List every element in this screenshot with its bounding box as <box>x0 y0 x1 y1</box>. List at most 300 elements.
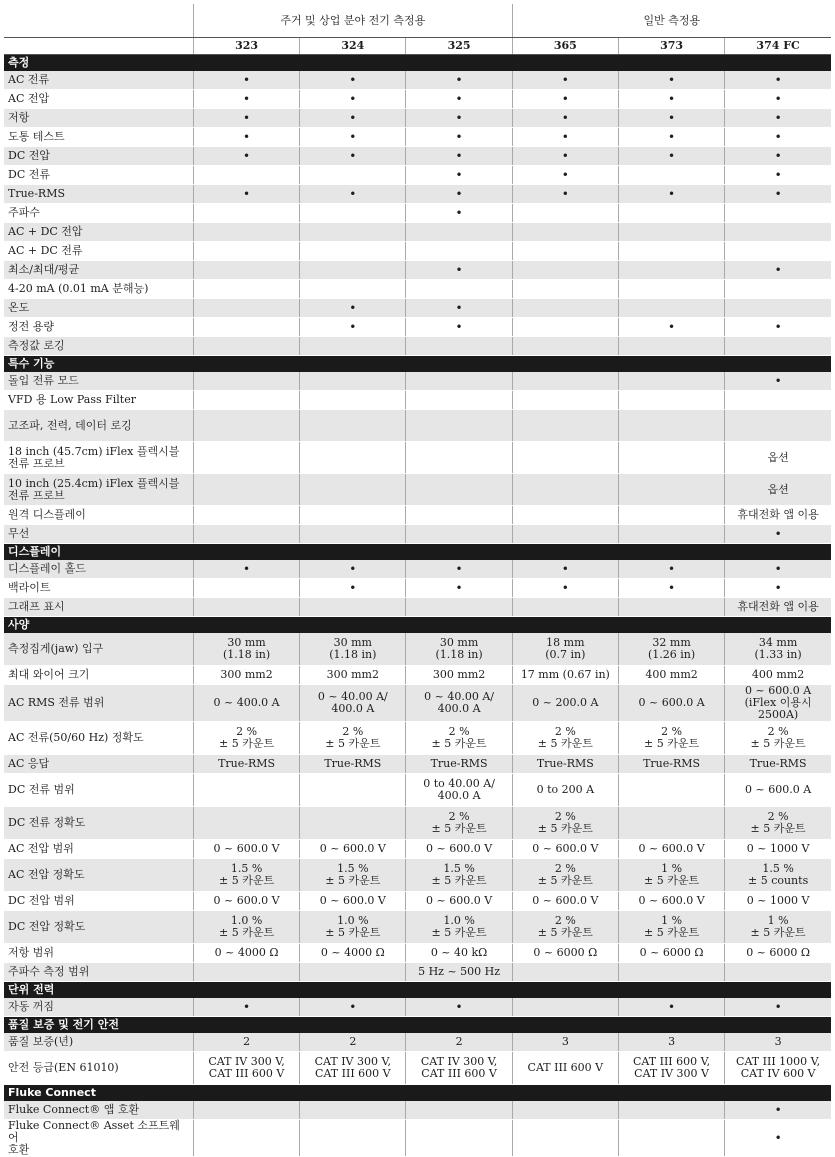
spec-value: 1.5 % ± 5 counts <box>725 859 831 892</box>
feature-dot: • <box>193 71 299 90</box>
feature-dot: • <box>725 560 831 579</box>
empty-cell <box>512 299 618 318</box>
row-label: 주파수 측정 범위 <box>4 963 193 982</box>
spec-value: 0 ~ 600.0 V <box>300 892 406 911</box>
spec-value: 1.5 % ± 5 카운트 <box>300 859 406 892</box>
empty-cell <box>300 807 406 840</box>
empty-cell <box>406 337 512 356</box>
spec-table-body <box>4 55 831 1157</box>
empty-cell <box>618 280 724 299</box>
empty-cell <box>512 318 618 337</box>
empty-cell <box>300 506 406 525</box>
spec-value: 18 mm (0.7 in) <box>512 633 618 666</box>
spec-value: 0 ~ 1000 V <box>725 892 831 911</box>
row-label: 최대 와이어 크기 <box>4 666 193 685</box>
spec-value: 0 ~ 600.0 V <box>406 840 512 859</box>
table-row <box>4 71 831 90</box>
empty-cell <box>512 525 618 544</box>
spec-value: 0 ~ 600.0 A <box>618 685 724 722</box>
empty-cell <box>725 280 831 299</box>
empty-cell <box>193 280 299 299</box>
feature-dot: • <box>193 147 299 166</box>
table-row <box>4 299 831 318</box>
feature-dot: • <box>618 128 724 147</box>
spec-value: 0 ~ 600.0 V <box>300 840 406 859</box>
spec-value: 0 ~ 6000 Ω <box>725 944 831 963</box>
spec-value: True-RMS <box>618 755 724 774</box>
spec-value: 2 % ± 5 카운트 <box>512 911 618 944</box>
table-row <box>4 506 831 525</box>
spec-value: 0 ~ 600.0 V <box>193 840 299 859</box>
row-label: 주파수 <box>4 204 193 223</box>
spec-value: CAT IV 300 V, CAT III 600 V <box>406 1052 512 1085</box>
row-label: 자동 꺼짐 <box>4 998 193 1017</box>
feature-dot: • <box>725 1120 831 1157</box>
section-header <box>4 982 831 999</box>
feature-dot: • <box>725 128 831 147</box>
spec-value: 2 % ± 5 카운트 <box>725 722 831 755</box>
row-label: 10 inch (25.4cm) iFlex 플렉시블 전류 프로브 <box>4 474 193 506</box>
model-header: 374 FC <box>725 38 831 55</box>
table-row <box>4 998 831 1017</box>
empty-cell <box>618 299 724 318</box>
empty-cell <box>406 1120 512 1157</box>
empty-cell <box>300 261 406 280</box>
feature-dot: • <box>300 998 406 1017</box>
spec-value: 옵션 <box>725 442 831 474</box>
empty-cell <box>193 442 299 474</box>
empty-cell <box>618 410 724 442</box>
row-label: DC 전압 <box>4 147 193 166</box>
spec-value: 휴대전화 앱 이용 <box>725 506 831 525</box>
empty-cell <box>193 372 299 391</box>
empty-cell <box>406 223 512 242</box>
feature-dot: • <box>725 185 831 204</box>
feature-dot: • <box>300 579 406 598</box>
model-header: 323 <box>193 38 299 55</box>
empty-cell <box>618 474 724 506</box>
feature-dot: • <box>300 128 406 147</box>
feature-dot: • <box>300 71 406 90</box>
spec-value: 0 to 200 A <box>512 774 618 807</box>
row-label: DC 전류 정확도 <box>4 807 193 840</box>
row-label: AC 전압 범위 <box>4 840 193 859</box>
feature-dot: • <box>725 998 831 1017</box>
empty-cell <box>406 280 512 299</box>
feature-dot: • <box>618 579 724 598</box>
section-title: 사양 <box>4 617 831 634</box>
feature-dot: • <box>725 166 831 185</box>
empty-cell <box>406 474 512 506</box>
empty-cell <box>725 204 831 223</box>
feature-dot: • <box>300 560 406 579</box>
empty-cell <box>193 474 299 506</box>
table-row <box>4 525 831 544</box>
empty-cell <box>725 410 831 442</box>
row-label: 측정집게(jaw) 입구 <box>4 633 193 666</box>
spec-value: CAT III 600 V <box>512 1052 618 1085</box>
feature-dot: • <box>725 109 831 128</box>
table-row <box>4 204 831 223</box>
empty-cell <box>193 1101 299 1120</box>
empty-cell <box>193 1120 299 1157</box>
spec-value: 0 ~ 400.0 A <box>193 685 299 722</box>
feature-dot: • <box>406 90 512 109</box>
feature-dot: • <box>725 318 831 337</box>
row-label: DC 전압 정확도 <box>4 911 193 944</box>
feature-dot: • <box>512 71 618 90</box>
feature-dot: • <box>512 579 618 598</box>
table-row <box>4 372 831 391</box>
table-row <box>4 892 831 911</box>
row-label: AC 전압 <box>4 90 193 109</box>
spec-value: 3 <box>618 1033 724 1052</box>
empty-cell <box>300 337 406 356</box>
table-row <box>4 166 831 185</box>
feature-dot: • <box>300 185 406 204</box>
table-row <box>4 840 831 859</box>
row-label: 도통 테스트 <box>4 128 193 147</box>
section-header <box>4 1017 831 1034</box>
table-row <box>4 109 831 128</box>
spec-value: True-RMS <box>193 755 299 774</box>
feature-dot: • <box>300 318 406 337</box>
empty-cell <box>618 525 724 544</box>
empty-cell <box>618 242 724 261</box>
empty-cell <box>725 337 831 356</box>
table-row <box>4 1101 831 1120</box>
section-title: 품질 보증 및 전기 안전 <box>4 1017 831 1034</box>
table-row <box>4 337 831 356</box>
empty-cell <box>300 204 406 223</box>
spec-value: 2 % ± 5 카운트 <box>300 722 406 755</box>
table-row <box>4 560 831 579</box>
row-label: VFD 용 Low Pass Filter <box>4 391 193 410</box>
spec-value: 5 Hz ~ 500 Hz <box>406 963 512 982</box>
table-row <box>4 911 831 944</box>
empty-cell <box>193 506 299 525</box>
section-title: 단위 전력 <box>4 982 831 999</box>
spec-value: 17 mm (0.67 in) <box>512 666 618 685</box>
empty-cell <box>618 506 724 525</box>
empty-cell <box>512 410 618 442</box>
table-row <box>4 944 831 963</box>
feature-dot: • <box>512 166 618 185</box>
group-header-row <box>4 4 831 38</box>
table-row <box>4 633 831 666</box>
feature-dot: • <box>406 261 512 280</box>
empty-cell <box>300 774 406 807</box>
feature-dot: • <box>193 998 299 1017</box>
section-header <box>4 1085 831 1102</box>
empty-cell <box>193 774 299 807</box>
empty-cell <box>618 204 724 223</box>
row-label: 무선 <box>4 525 193 544</box>
empty-cell <box>193 337 299 356</box>
feature-dot: • <box>406 109 512 128</box>
row-label: 원격 디스플레이 <box>4 506 193 525</box>
table-row <box>4 223 831 242</box>
table-row <box>4 859 831 892</box>
row-label: AC + DC 전압 <box>4 223 193 242</box>
row-label: DC 전류 범위 <box>4 774 193 807</box>
empty-cell <box>725 223 831 242</box>
empty-cell <box>193 410 299 442</box>
row-label: AC 전류(50/60 Hz) 정확도 <box>4 722 193 755</box>
feature-dot: • <box>618 560 724 579</box>
feature-dot: • <box>193 128 299 147</box>
feature-dot: • <box>618 90 724 109</box>
feature-dot: • <box>406 318 512 337</box>
empty-cell <box>618 261 724 280</box>
spec-value: 1.0 % ± 5 카운트 <box>406 911 512 944</box>
empty-cell <box>193 807 299 840</box>
spec-value: 0 ~ 600.0 A <box>725 774 831 807</box>
spec-value: 30 mm (1.18 in) <box>300 633 406 666</box>
feature-dot: • <box>300 299 406 318</box>
spec-value: 2 <box>406 1033 512 1052</box>
empty-cell <box>618 598 724 617</box>
feature-dot: • <box>193 560 299 579</box>
empty-cell <box>406 1101 512 1120</box>
spec-value: CAT III 600 V, CAT IV 300 V <box>618 1052 724 1085</box>
row-label: 저항 범위 <box>4 944 193 963</box>
feature-dot: • <box>406 147 512 166</box>
row-label: 온도 <box>4 299 193 318</box>
empty-cell <box>300 166 406 185</box>
section-header <box>4 356 831 373</box>
empty-cell <box>725 963 831 982</box>
spec-value: 1 % ± 5 카운트 <box>618 859 724 892</box>
spec-value: 0 ~ 4000 Ω <box>300 944 406 963</box>
spec-value: 0 ~ 200.0 A <box>512 685 618 722</box>
empty-cell <box>193 261 299 280</box>
feature-dot: • <box>406 204 512 223</box>
table-row <box>4 685 831 722</box>
spec-value: 1 % ± 5 카운트 <box>725 911 831 944</box>
header-corner-model <box>4 38 193 55</box>
empty-cell <box>193 598 299 617</box>
row-label: AC 응답 <box>4 755 193 774</box>
spec-value: 옵션 <box>725 474 831 506</box>
empty-cell <box>512 391 618 410</box>
spec-value: 0 ~ 600.0 A (iFlex 이용시 2500A) <box>725 685 831 722</box>
table-row <box>4 242 831 261</box>
row-label: 안전 등급(EN 61010) <box>4 1052 193 1085</box>
empty-cell <box>406 525 512 544</box>
table-row <box>4 666 831 685</box>
feature-dot: • <box>193 90 299 109</box>
feature-dot: • <box>512 147 618 166</box>
feature-dot: • <box>512 185 618 204</box>
empty-cell <box>512 372 618 391</box>
empty-cell <box>618 372 724 391</box>
empty-cell <box>193 579 299 598</box>
feature-dot: • <box>725 372 831 391</box>
table-row <box>4 185 831 204</box>
empty-cell <box>406 242 512 261</box>
model-header: 325 <box>406 38 512 55</box>
section-header <box>4 544 831 561</box>
row-label: 그래프 표시 <box>4 598 193 617</box>
row-label: 18 inch (45.7cm) iFlex 플렉시블 전류 프로브 <box>4 442 193 474</box>
spec-value: 30 mm (1.18 in) <box>193 633 299 666</box>
feature-dot: • <box>406 128 512 147</box>
empty-cell <box>618 807 724 840</box>
row-label: 측정값 로깅 <box>4 337 193 356</box>
empty-cell <box>193 391 299 410</box>
empty-cell <box>193 299 299 318</box>
spec-value: 2 <box>193 1033 299 1052</box>
header-corner <box>4 4 193 38</box>
feature-dot: • <box>618 998 724 1017</box>
empty-cell <box>618 442 724 474</box>
empty-cell <box>406 372 512 391</box>
empty-cell <box>406 410 512 442</box>
empty-cell <box>512 204 618 223</box>
feature-dot: • <box>300 90 406 109</box>
feature-dot: • <box>725 579 831 598</box>
empty-cell <box>725 391 831 410</box>
table-row <box>4 261 831 280</box>
spec-value: 0 ~ 600.0 V <box>406 892 512 911</box>
feature-dot: • <box>618 318 724 337</box>
spec-value: 300 mm2 <box>193 666 299 685</box>
empty-cell <box>300 598 406 617</box>
model-header: 373 <box>618 38 724 55</box>
spec-value: 0 ~ 600.0 V <box>193 892 299 911</box>
empty-cell <box>512 261 618 280</box>
table-row <box>4 1033 831 1052</box>
table-row <box>4 722 831 755</box>
row-label: 디스플레이 홀드 <box>4 560 193 579</box>
feature-dot: • <box>725 71 831 90</box>
spec-value: True-RMS <box>725 755 831 774</box>
feature-dot: • <box>618 147 724 166</box>
spec-value: 0 to 40.00 A/ 400.0 A <box>406 774 512 807</box>
spec-value: 30 mm (1.18 in) <box>406 633 512 666</box>
table-row <box>4 128 831 147</box>
empty-cell <box>193 204 299 223</box>
empty-cell <box>300 391 406 410</box>
spec-value: 2 % ± 5 카운트 <box>725 807 831 840</box>
table-row <box>4 755 831 774</box>
spec-value: 1.0 % ± 5 카운트 <box>300 911 406 944</box>
spec-value: 300 mm2 <box>406 666 512 685</box>
row-label: 최소/최대/평균 <box>4 261 193 280</box>
empty-cell <box>193 166 299 185</box>
row-label: AC 전압 정확도 <box>4 859 193 892</box>
empty-cell <box>406 506 512 525</box>
table-row <box>4 391 831 410</box>
empty-cell <box>618 963 724 982</box>
row-label: 저항 <box>4 109 193 128</box>
group-header-residential: 주거 및 상업 분야 전기 측정용 <box>193 4 512 38</box>
spec-value: 2 % ± 5 카운트 <box>618 722 724 755</box>
model-header: 324 <box>300 38 406 55</box>
feature-dot: • <box>725 1101 831 1120</box>
feature-dot: • <box>300 147 406 166</box>
feature-dot: • <box>406 579 512 598</box>
empty-cell <box>300 410 406 442</box>
empty-cell <box>618 774 724 807</box>
section-title: 디스플레이 <box>4 544 831 561</box>
feature-dot: • <box>512 90 618 109</box>
spec-value: 3 <box>725 1033 831 1052</box>
row-label: 고조파, 전력, 데이터 로깅 <box>4 410 193 442</box>
spec-value: 휴대전화 앱 이용 <box>725 598 831 617</box>
empty-cell <box>512 337 618 356</box>
empty-cell <box>512 598 618 617</box>
feature-dot: • <box>512 560 618 579</box>
feature-dot: • <box>300 109 406 128</box>
spec-value: 0 ~ 4000 Ω <box>193 944 299 963</box>
empty-cell <box>618 166 724 185</box>
feature-dot: • <box>618 109 724 128</box>
feature-dot: • <box>725 90 831 109</box>
table-row <box>4 598 831 617</box>
spec-value: 2 % ± 5 카운트 <box>512 722 618 755</box>
empty-cell <box>300 223 406 242</box>
spec-value: True-RMS <box>512 755 618 774</box>
spec-value: 1.5 % ± 5 카운트 <box>406 859 512 892</box>
spec-value: True-RMS <box>300 755 406 774</box>
empty-cell <box>193 223 299 242</box>
empty-cell <box>512 242 618 261</box>
spec-value: 0 ~ 6000 Ω <box>618 944 724 963</box>
feature-dot: • <box>512 109 618 128</box>
section-header <box>4 55 831 72</box>
row-label: True-RMS <box>4 185 193 204</box>
empty-cell <box>406 391 512 410</box>
row-label: 4-20 mA (0.01 mA 분해능) <box>4 280 193 299</box>
spec-value: 1.5 % ± 5 카운트 <box>193 859 299 892</box>
section-header <box>4 617 831 634</box>
row-label: AC RMS 전류 범위 <box>4 685 193 722</box>
empty-cell <box>512 1120 618 1157</box>
spec-value: 0 ~ 600.0 V <box>618 892 724 911</box>
table-row <box>4 147 831 166</box>
spec-value: 2 % ± 5 카운트 <box>512 807 618 840</box>
spec-value: 400 mm2 <box>725 666 831 685</box>
empty-cell <box>300 1120 406 1157</box>
row-label: Fluke Connect® Asset 소프트웨어 호환 <box>4 1120 193 1157</box>
spec-value: 2 % ± 5 카운트 <box>406 807 512 840</box>
spec-value: 2 % ± 5 카운트 <box>406 722 512 755</box>
row-label: 백라이트 <box>4 579 193 598</box>
empty-cell <box>512 442 618 474</box>
empty-cell <box>512 506 618 525</box>
empty-cell <box>512 963 618 982</box>
row-label: DC 전류 <box>4 166 193 185</box>
model-header: 365 <box>512 38 618 55</box>
model-header-row <box>4 38 831 55</box>
empty-cell <box>512 223 618 242</box>
spec-value: CAT IV 300 V, CAT III 600 V <box>300 1052 406 1085</box>
table-row <box>4 318 831 337</box>
feature-dot: • <box>406 185 512 204</box>
empty-cell <box>512 1101 618 1120</box>
spec-value: 1 % ± 5 카운트 <box>618 911 724 944</box>
table-row <box>4 442 831 474</box>
spec-value: 0 ~ 600.0 V <box>512 892 618 911</box>
table-row <box>4 963 831 982</box>
table-row <box>4 807 831 840</box>
empty-cell <box>618 337 724 356</box>
row-label: AC 전류 <box>4 71 193 90</box>
empty-cell <box>300 442 406 474</box>
spec-value: 400 mm2 <box>618 666 724 685</box>
